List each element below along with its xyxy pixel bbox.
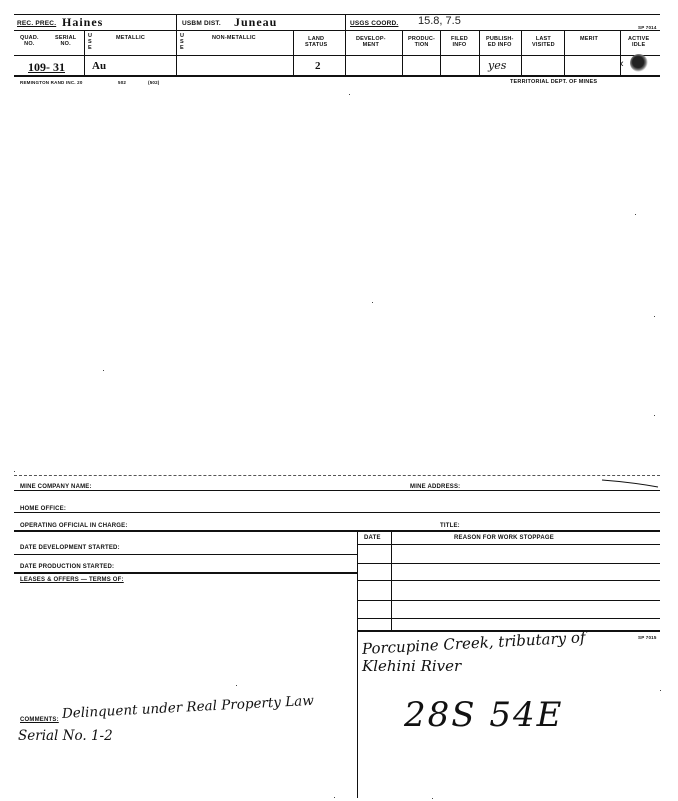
usgs-coord-label: USGS COORD. xyxy=(350,20,399,27)
use2-label: U S E xyxy=(180,33,185,51)
land-status-label: LAND STATUS xyxy=(305,36,328,48)
rec-prec-label: REC. PREC. xyxy=(17,20,57,27)
usbm-dist-value: Juneau xyxy=(234,15,278,29)
comments-line1: Delinquent under Real Property Law xyxy=(61,692,315,722)
date-production-label: DATE PRODUCTION STARTED: xyxy=(20,564,115,570)
location-line2: Klehini River xyxy=(362,657,462,675)
code1-label: 502 xyxy=(118,80,127,85)
development-label: DEVELOP- MENT xyxy=(356,36,386,48)
mine-company-name-label: MINE COMPANY NAME: xyxy=(20,484,92,490)
township-range: 28S 54E xyxy=(404,695,564,735)
leases-label: LEASES & OFFERS — TERMS OF: xyxy=(20,577,124,583)
metallic-label: METALLIC xyxy=(116,35,145,41)
comments-label: COMMENTS: xyxy=(20,717,59,723)
last-visited-label: LAST VISITED xyxy=(532,36,555,48)
active-idle-mark xyxy=(630,54,648,72)
usbm-dist-label: USBM DIST. xyxy=(182,20,221,27)
usgs-coord-value: 15.8, 7.5 xyxy=(418,15,461,27)
form-number-2: SP 7015 xyxy=(638,635,657,640)
code2-label: (502) xyxy=(148,80,160,85)
quad-serial-value: 109- 31 xyxy=(28,60,65,74)
rec-prec-value: Haines xyxy=(62,15,104,29)
quad-label: QUAD. NO. xyxy=(20,35,39,47)
reason-label: REASON FOR WORK STOPPAGE xyxy=(454,535,554,541)
date-label: DATE xyxy=(364,535,381,541)
published-info-label: PUBLISH- ED INFO xyxy=(486,36,514,48)
filed-info-label: FILED INFO xyxy=(451,36,468,48)
home-office-label: HOME OFFICE: xyxy=(20,506,67,512)
pen-stroke xyxy=(600,476,660,488)
merit-label: MERIT xyxy=(580,36,599,42)
published-info-value: yes xyxy=(488,59,507,72)
production-label: PRODUC- TION xyxy=(408,36,436,48)
department-label: TERRITORIAL DEPT. OF MINES xyxy=(510,79,598,85)
use-label: U S E xyxy=(88,33,93,51)
form-number: SP 7014 xyxy=(638,25,657,30)
operating-official-label: OPERATING OFFICIAL IN CHARGE: xyxy=(20,523,128,529)
metallic-value: Au xyxy=(92,60,107,72)
printer-label: REMINGTON RAND INC. 20 xyxy=(20,80,83,85)
comments-line2: Serial No. 1-2 xyxy=(18,728,113,744)
check-mark-icon: ‹ xyxy=(620,58,624,70)
mine-address-label: MINE ADDRESS: xyxy=(410,484,461,490)
nonmetallic-label: NON-METALLIC xyxy=(212,35,256,41)
land-status-value: 2 xyxy=(315,60,321,72)
location-line1: Porcupine Creek, tributary of xyxy=(361,628,586,658)
serial-label: SERIAL NO. xyxy=(55,35,77,47)
active-idle-label: ACTIVE IDLE xyxy=(628,36,650,48)
title-label: TITLE: xyxy=(440,523,460,529)
date-development-label: DATE DEVELOPMENT STARTED: xyxy=(20,545,120,551)
